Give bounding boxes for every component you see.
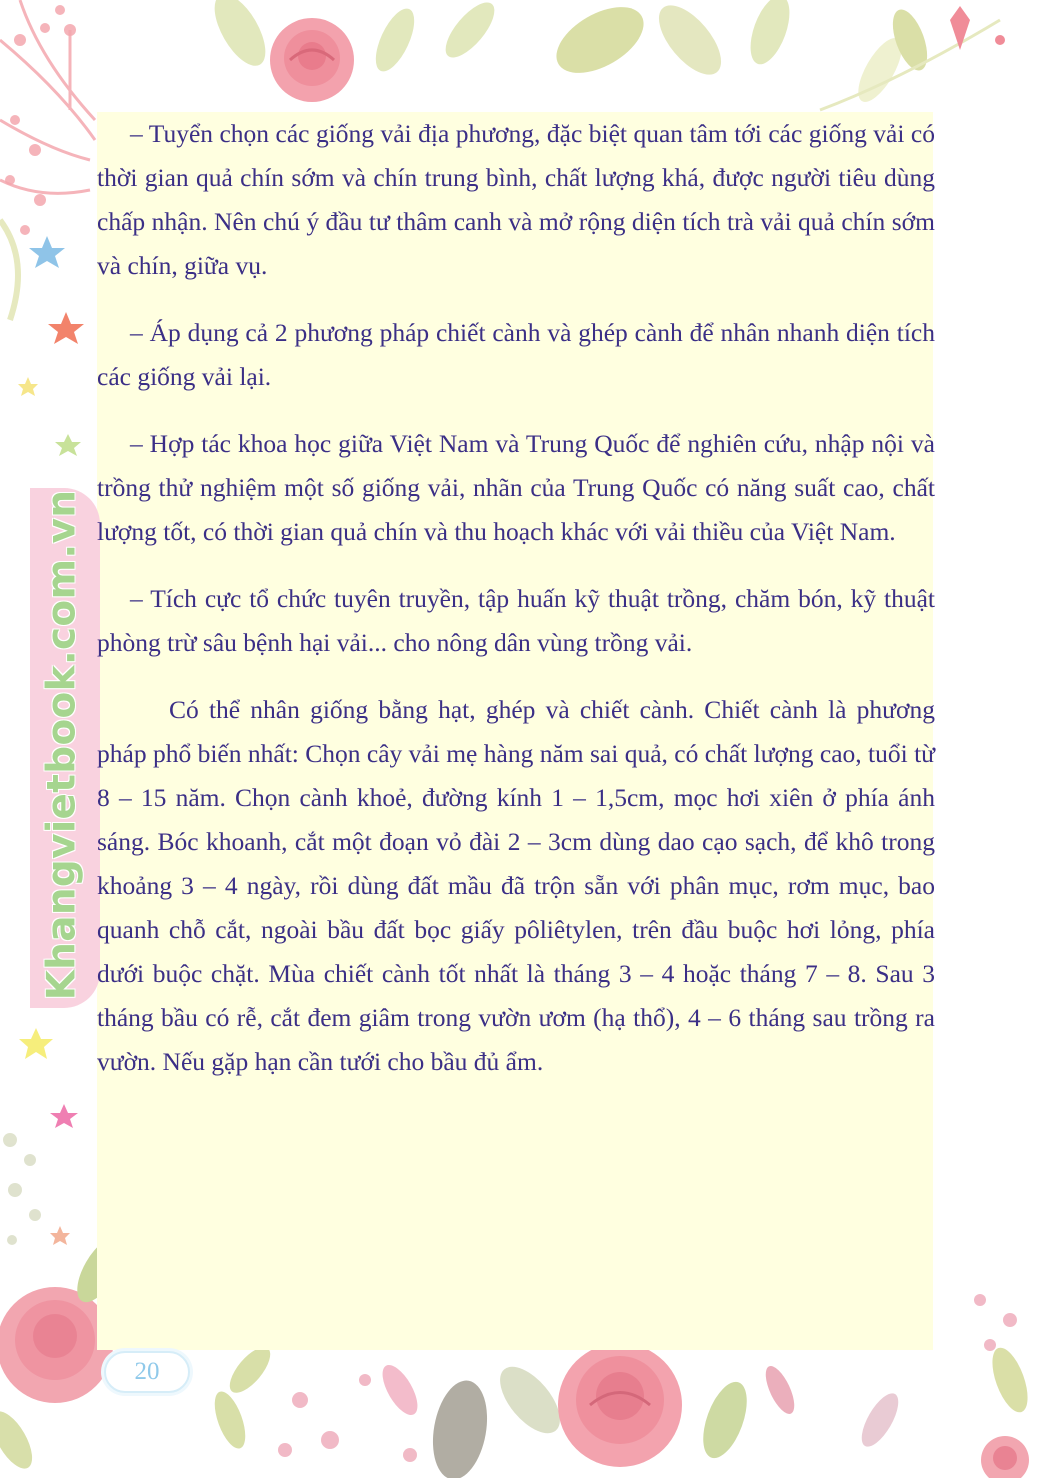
flower-sprig-icon: [950, 6, 1005, 50]
paragraph: – Áp dụng cả 2 phương pháp chiết cành và ghép cành để nhân nhanh diện tích các giống vải lại.: [97, 318, 935, 391]
website-watermark: Khangvietbook.com.vn: [39, 489, 85, 1001]
page-number: 20: [134, 1358, 160, 1385]
paragraph: – Tuyển chọn các giống vải địa phương, đặc biệt quan tâm tới các giống vải có thời gian quả chín sớm và chín trung bình, chất lượng khá, được người tiêu dùng chấp nhận. Nên chú ý đầu tư thâm canh và mở rộng diện tích trà vải quả chín sớm và chín, giữa vụ.: [97, 119, 935, 280]
rose-icon: [558, 1343, 682, 1467]
paragraph: – Tích cực tổ chức tuyên truyền, tập huấn kỹ thuật trồng, chăm bón, kỹ thuật phòng trừ sâu bệnh hại vải... cho nông dân vùng trồng vải.: [97, 584, 935, 657]
rose-icon: [270, 18, 354, 102]
body-text: [97, 112, 935, 1084]
paragraph: – Hợp tác khoa học giữa Việt Nam và Trung Quốc để nghiên cứu, nhập nội và trồng thử nghiệm một số giống vải, nhãn của Trung Quốc có năng suất cao, chất lượng tốt, có thời gian quả chín và thu hoạch khác với vải thiều của Việt Nam.: [97, 429, 935, 546]
paragraph: Có thể nhân giống bằng hạt, ghép và chiết cành. Chiết cành là phương pháp phổ biến nhất: Chọn cây vải mẹ hàng năm sai quả, có chất lượng cao, tuổi từ 8 – 15 năm. Chọn cành khoẻ, đường kính 1 – 1,5cm, mọc hơi xiên ở phía ánh sáng. Bóc khoanh, cắt một đoạn vỏ đài 2 – 3cm dùng dao cạo sạch, để khô trong khoảng 3 – 4 ngày, rồi dùng đất mầu đã trộn sẵn với phân mục, rơm mục, bao quanh chỗ cắt, ngoài bầu đất bọc giấy pôliêtylen, trên đầu buộc hơi lỏng, phía dưới buộc chặt. Mùa chiết cành tốt nhất là tháng 3 – 4 hoặc tháng 7 – 8. Sau 3 tháng bầu có rễ, cắt đem giâm trong vườn ươm (hạ thổ), 4 – 6 tháng sau trồng ra vườn. Nếu gặp hạn cần tưới cho bầu đủ ẩm.: [97, 695, 935, 1076]
rose-icon: [981, 1436, 1029, 1478]
